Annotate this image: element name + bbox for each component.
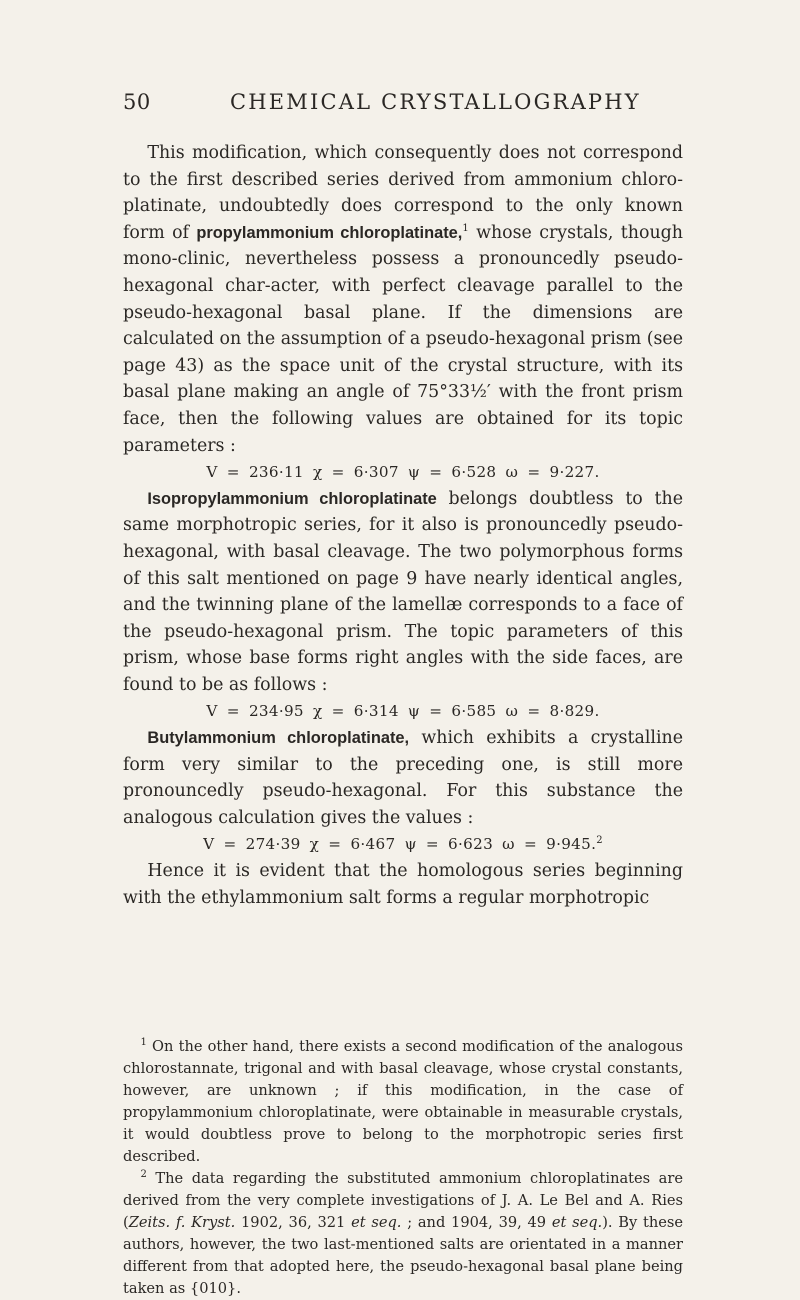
page-header [123, 90, 683, 124]
footnote-text: ). By these authors, however, the two last-mentioned salts are orientated in a manner different from that adopted here, the pseudo-hexagonal basal plane being taken as {010}. [123, 1214, 684, 1297]
footnotes [123, 1036, 683, 1300]
paragraph-butylammonium [123, 725, 683, 831]
footnote-mark: 1 [140, 1037, 147, 1049]
running-head: CHEMICAL CRYSTALLOGRAPHY [230, 90, 641, 114]
paragraph-propylammonium [123, 140, 683, 459]
footnote-ref: 1 [462, 222, 469, 234]
footnote-text: On the other hand, there exists a second modification of the analogous chlorostannate, trigonal and with basal cleavage, whose crystal constants, however, are unknown ; if this modification, in the case of propylammonium chloroplatinate, were obtainable in measurable crystals, it would doubtless prove to belong to the morphotropic series first described. [123, 1038, 683, 1165]
paragraph-text: whose crystals, though mono-clinic, nevertheless possess a pronouncedly pseudo-hexagonal char-acter, with perfect cleavage parallel to the pseudo-hexagonal basal plane. If the dimensions are calculated on the assumption of a pseudo-hexagonal prism (see page 43) as the space unit of the crystal structure, with its basal plane making an angle of 75°33½′ with the front prism face, then the following values are obtained for its topic parameters : [123, 222, 684, 456]
compound-name: Butylammonium chloroplatinate, [147, 729, 410, 748]
et-seq: et seq. [351, 1214, 402, 1231]
paragraph-text: which exhibits a crystalline form very similar to the preceding one, is still more pronouncedly pseudo-hexagonal. For this substance the analogous calculation gives the values : [123, 728, 683, 828]
paragraph-isopropylammonium [123, 486, 683, 699]
journal-title: Zeits. f. Kryst. [128, 1214, 236, 1231]
paragraph-text: This modification, which consequently does not correspond to the first described series derived from ammonium chloro-platinate, undoubtedly does correspond to the only known form of [123, 143, 683, 243]
formula-butylammonium [123, 831, 683, 858]
paragraph-text: belongs doubtless to the same morphotropic series, for it also is pronouncedly pseudo-hexagonal, with basal cleavage. The two polymorphous forms of this salt mentioned on page 9 have nearly identical angles, and the twinning plane of the lamellæ corresponds to a face of the pseudo-hexagonal prism. The topic parameters of this prism, whose base forms right angles with the side faces, are found to be as follows : [123, 488, 683, 695]
paragraph-conclusion: Hence it is evident that the homologous series beginning with the ethylammonium salt forms a regular morphotropic [123, 861, 683, 908]
footnote-1 [123, 1036, 683, 1168]
et-seq: et seq. [551, 1214, 603, 1231]
compound-name: Isopropylammonium chloroplatinate [147, 489, 437, 508]
page-number: 50 [123, 90, 151, 114]
footnote-mark: 2 [140, 1169, 147, 1181]
formula-propylammonium: V = 236·11 χ = 6·307 ψ = 6·528 ω = 9·227. [206, 463, 600, 482]
footnote-text: The data regarding the substituted ammonium chloroplatinates are derived from the very complete investigations of J. A. Le Bel and A. Ries ( [123, 1170, 683, 1231]
footnote-ref: 2 [596, 835, 603, 847]
footnote-2 [123, 1168, 683, 1300]
body-text [123, 140, 683, 911]
compound-name: propylammonium chloroplatinate, [196, 223, 463, 242]
formula-text: V = 274·39 χ = 6·467 ψ = 6·623 ω = 9·945. [203, 835, 597, 854]
footnote-text: 1902, 36, 321 [235, 1214, 352, 1231]
footnote-text: ; and 1904, 39, 49 [401, 1214, 552, 1231]
formula-isopropylammonium: V = 234·95 χ = 6·314 ψ = 6·585 ω = 8·829. [206, 702, 600, 721]
